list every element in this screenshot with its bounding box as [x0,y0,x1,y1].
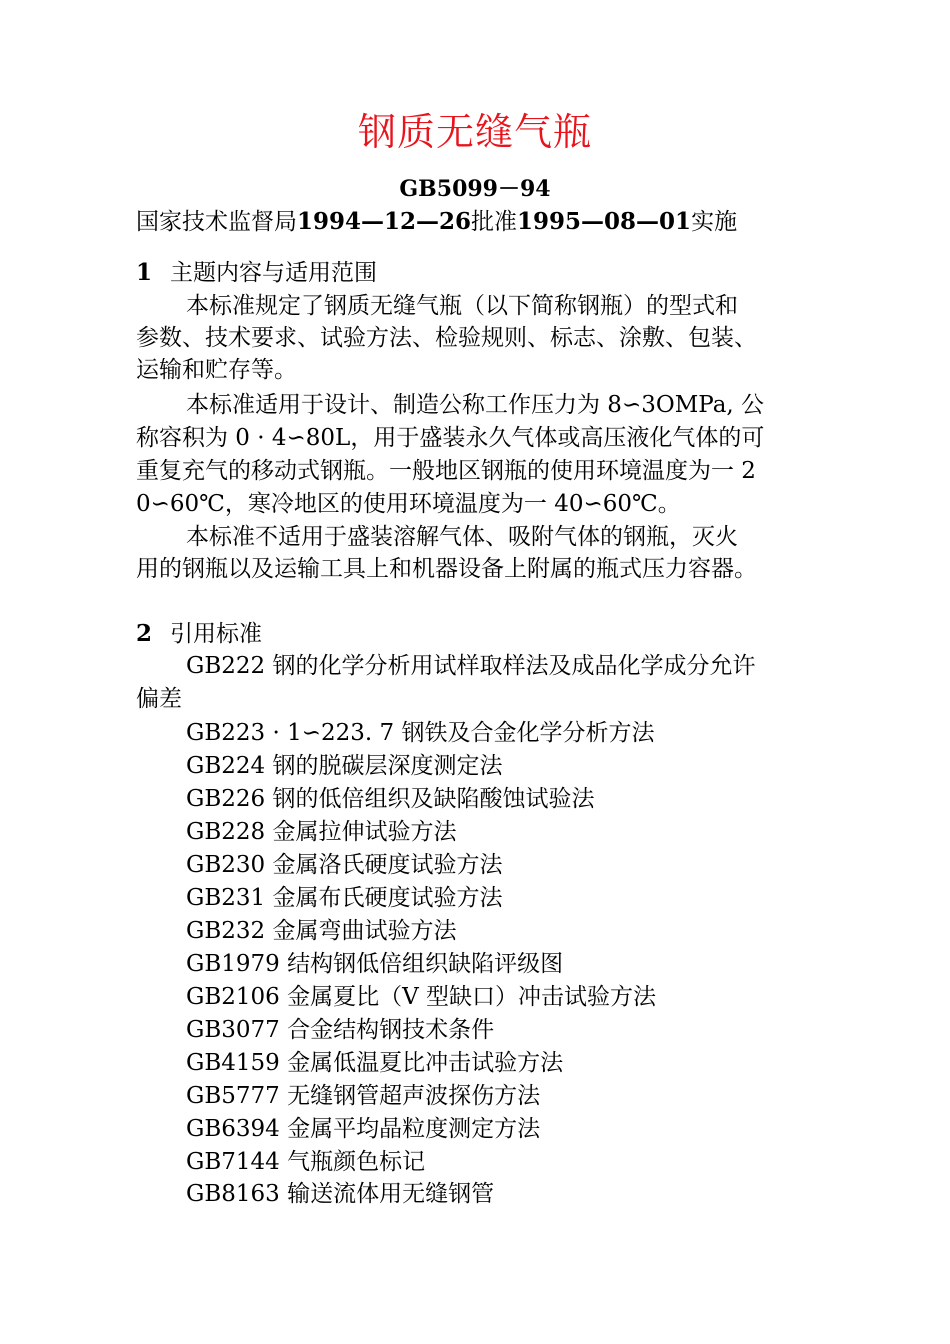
reference-item: GB5777 无缝钢管超声波探伤方法 [186,1083,541,1109]
reference-item: GB222 钢的化学分析用试样取样法及成品化学成分允许 [186,653,756,679]
reference-item: GB4159 金属低温夏比冲击试验方法 [186,1050,564,1076]
reference-item: 偏差 [136,686,182,712]
approval-authority: 国家技术监督局 [136,209,297,235]
reference-item: GB230 金属洛氏硬度试验方法 [186,852,503,878]
reference-item: GB223 · 1∽223. 7 钢铁及合金化学分析方法 [186,720,655,746]
reference-item: GB7144 气瓶颜色标记 [186,1149,426,1175]
reference-item: GB2106 金属夏比（V 型缺口）冲击试验方法 [186,984,657,1010]
approval-date: 1994—12—26 [297,208,472,235]
approval-label: 批准 [471,209,518,235]
reference-item: GB231 金属布氏硬度试验方法 [186,885,503,911]
reference-item: GB226 钢的低倍组织及缺陷酸蚀试验法 [186,786,595,812]
reference-item: GB3077 合金结构钢技术条件 [186,1017,495,1043]
section-number: 2 [136,620,153,647]
reference-item: GB6394 金属平均晶粒度测定方法 [186,1116,541,1142]
reference-item: GB228 金属拉伸试验方法 [186,819,457,845]
paragraph-line: 运输和贮存等。 [136,357,297,383]
approval-line [136,206,737,238]
paragraph-line: 称容积为 0 · 4∽80L，用于盛装永久气体或高压液化气体的可 [136,425,765,451]
section-number: 1 [136,259,153,286]
reference-item: GB1979 结构钢低倍组织缺陷评级图 [186,951,564,977]
reference-item: GB8163 输送流体用无缝钢管 [186,1181,495,1207]
paragraph-line: 本标准适用于设计、制造公称工作压力为 8∽3OMPa, 公 [186,392,765,418]
paragraph-line: 本标准不适用于盛装溶解气体、吸附气体的钢瓶，灭火 [186,524,738,550]
section-2-heading [136,618,262,650]
reference-item: GB232 金属弯曲试验方法 [186,918,457,944]
section-title: 主题内容与适用范围 [170,260,378,286]
effective-date: 1995—08—01 [517,208,692,235]
paragraph-line: 用的钢瓶以及运输工具上和机器设备上附属的瓶式压力容器。 [136,556,757,582]
section-1-heading [136,257,377,289]
paragraph-line: 本标准规定了钢质无缝气瓶（以下简称钢瓶）的型式和 [186,293,738,319]
standard-number: GB5099－94 [399,176,551,202]
paragraph-line: 参数、技术要求、试验方法、检验规则、标志、涂敷、包装、 [136,325,757,351]
paragraph-line: 0∽60℃，寒冷地区的使用环境温度为一 40∽60℃。 [136,491,681,517]
reference-item: GB224 钢的脱碳层深度测定法 [186,753,503,779]
paragraph-line: 重复充气的移动式钢瓶。一般地区钢瓶的使用环境温度为一 2 [136,458,756,484]
effective-label: 实施 [691,209,738,235]
section-title: 引用标准 [170,621,263,647]
document-title: 钢质无缝气瓶 [357,110,592,154]
